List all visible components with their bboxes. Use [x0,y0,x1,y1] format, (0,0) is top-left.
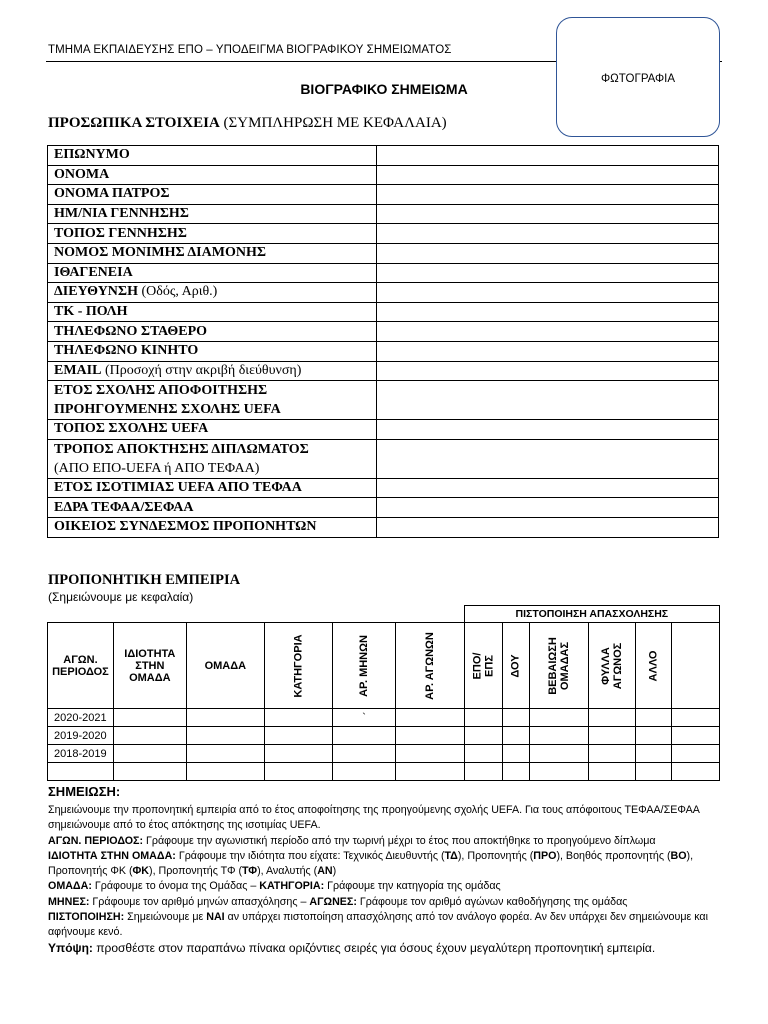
personal-field-label: ΟΝΟΜΑ ΠΑΤΡΟΣ [48,185,377,205]
personal-section-heading [48,115,447,132]
notes-attention: Υπόψη: προσθέστε στον παραπάνω πίνακα οριζόντιες σειρές για όσους έχουν μεγαλύτερη προπονητική εμπειρία. [48,940,656,955]
personal-field-label: ΤΗΛΕΦΩΝΟ ΣΤΑΘΕΡΟ [48,322,377,342]
personal-field-label: ΕΤΟΣ ΣΧΟΛΗΣ ΑΠΟΦΟΙΤΗΣΗΣ ΠΡΟΗΓΟΥΜΕΝΗΣ ΣΧΟΛΗΣ UEFA [48,381,377,420]
experience-cell[interactable] [464,745,502,763]
experience-cell[interactable] [113,763,186,781]
experience-cell[interactable] [113,727,186,745]
experience-cell[interactable] [502,727,529,745]
col-sheets: ΦΥΛΛΑ ΑΓΩΝΟΣ [588,623,635,709]
experience-cell[interactable] [396,727,465,745]
personal-field-label: ΤΗΛΕΦΩΝΟ ΚΙΝΗΤΟ [48,341,377,361]
personal-field-value[interactable] [377,322,719,342]
notes-period: ΑΓΩΝ. ΠΕΡΙΟΔΟΣ: Γράφουμε την αγωνιστική περίοδο από την τωρινή μέχρι το έτος που αποκτήθηκε το προηγούμενο δίπλωμα [48,834,656,847]
col-category: ΚΑΤΗΓΟΡΙΑ [264,623,332,709]
experience-cell[interactable] [672,727,720,745]
personal-field-value[interactable] [377,381,719,420]
photo-label: ΦΩΤΟΓΡΑΦΙΑ [600,73,676,85]
personal-row [48,263,719,283]
personal-row [48,322,719,342]
col-team: ΟΜΑΔΑ [186,623,264,709]
personal-field-label: ΝΟΜΟΣ ΜΟΝΙΜΗΣ ΔΙΑΜΟΝΗΣ [48,243,377,263]
cert-header: ΠΙΣΤΟΠΟΙΗΣΗ ΑΠΑΣΧΟΛΗΣΗΣ [464,606,719,623]
notes-months: ΜΗΝΕΣ: Γράφουμε τον αριθμό μηνών απασχόλησης – ΑΓΩΝΕΣ: Γράφουμε τον αριθμό αγώνων καθοδήγησης της ομάδας [48,895,628,908]
personal-field-label: ΕΔΡΑ ΤΕΦΑΑ/ΣΕΦΑΑ [48,498,377,518]
personal-field-label: ΤΡΟΠΟΣ ΑΠΟΚΤΗΣΗΣ ΔΙΠΛΩΜΑΤΟΣ (ΑΠΟ ΕΠΟ-UEFA ή ΑΠΟ ΤΕΦΑΑ) [48,439,377,478]
personal-field-label: ΤΚ - ΠΟΛΗ [48,302,377,322]
notes-role: ΙΔΙΟΤΗΤΑ ΣΤΗΝ ΟΜΑΔΑ: Γράφουμε την ιδιότητα που είχατε: Τεχνικός Διευθυντής (ΤΔ), Προπονητής (ΠΡΟ), Βοηθός προπονητής (ΒΟ), Προπονητής ΦΚ (ΦΚ), Προπονητής ΤΦ (ΤΦ), Αναλυτής (ΑΝ) [48,849,694,878]
experience-heading: ΠΡΟΠΟΝΗΤΙΚΗ ΕΜΠΕΙΡΙΑ [48,572,241,588]
personal-row [48,517,719,537]
experience-cell[interactable] [264,745,332,763]
experience-cell[interactable] [186,745,264,763]
notes-cert: ΠΙΣΤΟΠΟΙΗΣΗ: Σημειώνουμε με ΝΑΙ αν υπάρχει πιστοποίηση απασχόλησης από τον ανάλογο φορέα. Αν δεν υπάρχει δεν σημειώνουμε και αφήνουμε κενό. [48,911,708,939]
col-role: ΙΔΙΟΤΗΤΑ ΣΤΗΝ ΟΜΑΔΑ [113,623,186,709]
personal-field-value[interactable] [377,146,719,166]
experience-cell[interactable] [672,745,720,763]
personal-field-value[interactable] [377,498,719,518]
experience-cell[interactable] [186,709,264,727]
personal-field-value[interactable] [377,439,719,478]
col-confirm: ΒΕΒΑΙΩΣΗ ΟΜΑΔΑΣ [530,623,589,709]
col-other: ΑΛΛΟ [636,623,672,709]
personal-field-value[interactable] [377,224,719,244]
experience-months-cell[interactable]: ` [333,709,396,727]
experience-cell[interactable] [264,727,332,745]
experience-cell[interactable] [264,763,332,781]
notes-team: ΟΜΑΔΑ: Γράφουμε το όνομα της Ομάδας – ΚΑΤΗΓΟΡΙΑ: Γράφουμε την κατηγορία της ομάδας [48,880,501,893]
experience-cell[interactable] [636,763,672,781]
experience-cell[interactable] [464,727,502,745]
experience-cell[interactable] [396,709,465,727]
personal-row [48,478,719,498]
col-extra [672,623,720,709]
experience-cell[interactable] [530,763,589,781]
personal-field-value[interactable] [377,185,719,205]
experience-period-cell[interactable]: 2018-2019 [48,745,114,763]
personal-field-label: ΕΤΟΣ ΙΣΟΤΙΜΙΑΣ UEFA ΑΠΟ ΤΕΦΑΑ [48,478,377,498]
experience-period-cell[interactable] [48,763,114,781]
personal-row [48,204,719,224]
experience-table [47,605,720,781]
experience-row [48,745,720,763]
personal-field-label: ΤΟΠΟΣ ΣΧΟΛΗΣ UEFA [48,420,377,440]
experience-months-cell[interactable] [333,745,396,763]
col-months: ΑΡ. ΜΗΝΩΝ [333,623,396,709]
experience-cell[interactable] [588,709,635,727]
personal-field-label: ΙΘΑΓΕΝΕΙΑ [48,263,377,283]
personal-heading-note: (ΣΥΜΠΛΗΡΩΣΗ ΜΕ ΚΕΦΑΛΑΙΑ) [223,115,447,131]
experience-cell[interactable] [113,745,186,763]
experience-period-cell[interactable]: 2019-2020 [48,727,114,745]
experience-cell[interactable] [588,727,635,745]
personal-row [48,185,719,205]
personal-row [48,439,719,478]
personal-row [48,420,719,440]
personal-row [48,243,719,263]
experience-cell[interactable] [264,709,332,727]
personal-field-label: ΟΙΚΕΙΟΣ ΣΥΝΔΕΣΜΟΣ ΠΡΟΠΟΝΗΤΩΝ [48,517,377,537]
experience-cell[interactable] [186,763,264,781]
personal-field-value[interactable] [377,204,719,224]
personal-field-label: ΟΝΟΜΑ [48,165,377,185]
experience-cell[interactable] [588,745,635,763]
personal-row [48,381,719,420]
experience-row [48,763,720,781]
col-epo: ΕΠΟ/ ΕΠΣ [464,623,502,709]
experience-cell[interactable] [396,745,465,763]
header-text: ΤΜΗΜΑ ΕΚΠΑΙΔΕΥΣΗΣ ΕΠΟ – ΥΠΟΔΕΙΓΜΑ ΒΙΟΓΡΑΦΙΚΟΥ ΣΗΜΕΙΩΜΑΤΟΣ [48,44,452,56]
notes-title: ΣΗΜΕΙΩΣΗ: [48,784,121,799]
personal-field-label: ΔΙΕΥΘΥΝΣΗ (Οδός, Αριθ.) [48,283,377,303]
experience-row [48,709,720,727]
experience-cell[interactable] [672,763,720,781]
experience-cell[interactable] [588,763,635,781]
col-games: ΑΡ. ΑΓΩΝΩΝ [396,623,465,709]
personal-field-value[interactable] [377,302,719,322]
experience-row [48,727,720,745]
personal-field-label: ΕΠΩΝΥΜΟ [48,146,377,166]
personal-heading-bold: ΠΡΟΣΩΠΙΚΑ ΣΤΟΙΧΕΙΑ [48,115,220,131]
experience-cell[interactable] [636,745,672,763]
personal-row [48,361,719,381]
experience-months-cell[interactable] [333,727,396,745]
experience-cell[interactable] [464,763,502,781]
notes-body [48,803,728,956]
experience-cell[interactable] [464,709,502,727]
experience-cell[interactable] [672,709,720,727]
personal-field-value[interactable] [377,478,719,498]
personal-row [48,165,719,185]
personal-row [48,146,719,166]
personal-field-label: ΗΜ/ΝΙΑ ΓΕΝΝΗΣΗΣ [48,204,377,224]
personal-field-value[interactable] [377,420,719,440]
experience-cell[interactable] [186,727,264,745]
personal-field-value[interactable] [377,341,719,361]
experience-cell[interactable] [636,709,672,727]
personal-field-label: ΤΟΠΟΣ ΓΕΝΝΗΣΗΣ [48,224,377,244]
experience-cell[interactable] [502,745,529,763]
experience-cell[interactable] [502,763,529,781]
experience-cell[interactable] [530,727,589,745]
experience-cell[interactable] [396,763,465,781]
col-period: ΑΓΩΝ. ΠΕΡΙΟΔΟΣ [48,623,114,709]
personal-field-value[interactable] [377,165,719,185]
photo-placeholder [556,17,720,137]
personal-field-value[interactable] [377,283,719,303]
personal-field-value[interactable] [377,263,719,283]
experience-cell[interactable] [113,709,186,727]
col-doy: ΔΟΥ [502,623,529,709]
experience-cell[interactable] [530,745,589,763]
experience-cell[interactable] [636,727,672,745]
notes-intro: Σημειώνουμε την προπονητική εμπειρία από το έτος αποφοίτησης της προηγούμενης σχολής UEFA. Για τους απόφοιτους ΤΕΦΑΑ/ΣΕΦΑΑ σημειώνουμε από το έτος απόκτησης της ισοτιμίας UEFA. [48,804,700,832]
personal-row [48,283,719,303]
personal-row [48,302,719,322]
personal-field-value[interactable] [377,517,719,537]
personal-field-label: EMAIL (Προσοχή στην ακριβή διεύθυνση) [48,361,377,381]
experience-cell[interactable] [530,709,589,727]
personal-details-table [47,145,719,538]
experience-period-cell[interactable]: 2020-2021 [48,709,114,727]
personal-row [48,224,719,244]
experience-subheading: (Σημειώνουμε με κεφαλαία) [48,590,194,604]
personal-field-value[interactable] [377,361,719,381]
experience-header-blank [48,606,465,623]
experience-months-cell[interactable] [333,763,396,781]
personal-row [48,341,719,361]
personal-row [48,498,719,518]
personal-field-value[interactable] [377,243,719,263]
experience-cell[interactable] [502,709,529,727]
document-title: ΒΙΟΓΡΑΦΙΚΟ ΣΗΜΕΙΩΜΑ [300,81,468,97]
